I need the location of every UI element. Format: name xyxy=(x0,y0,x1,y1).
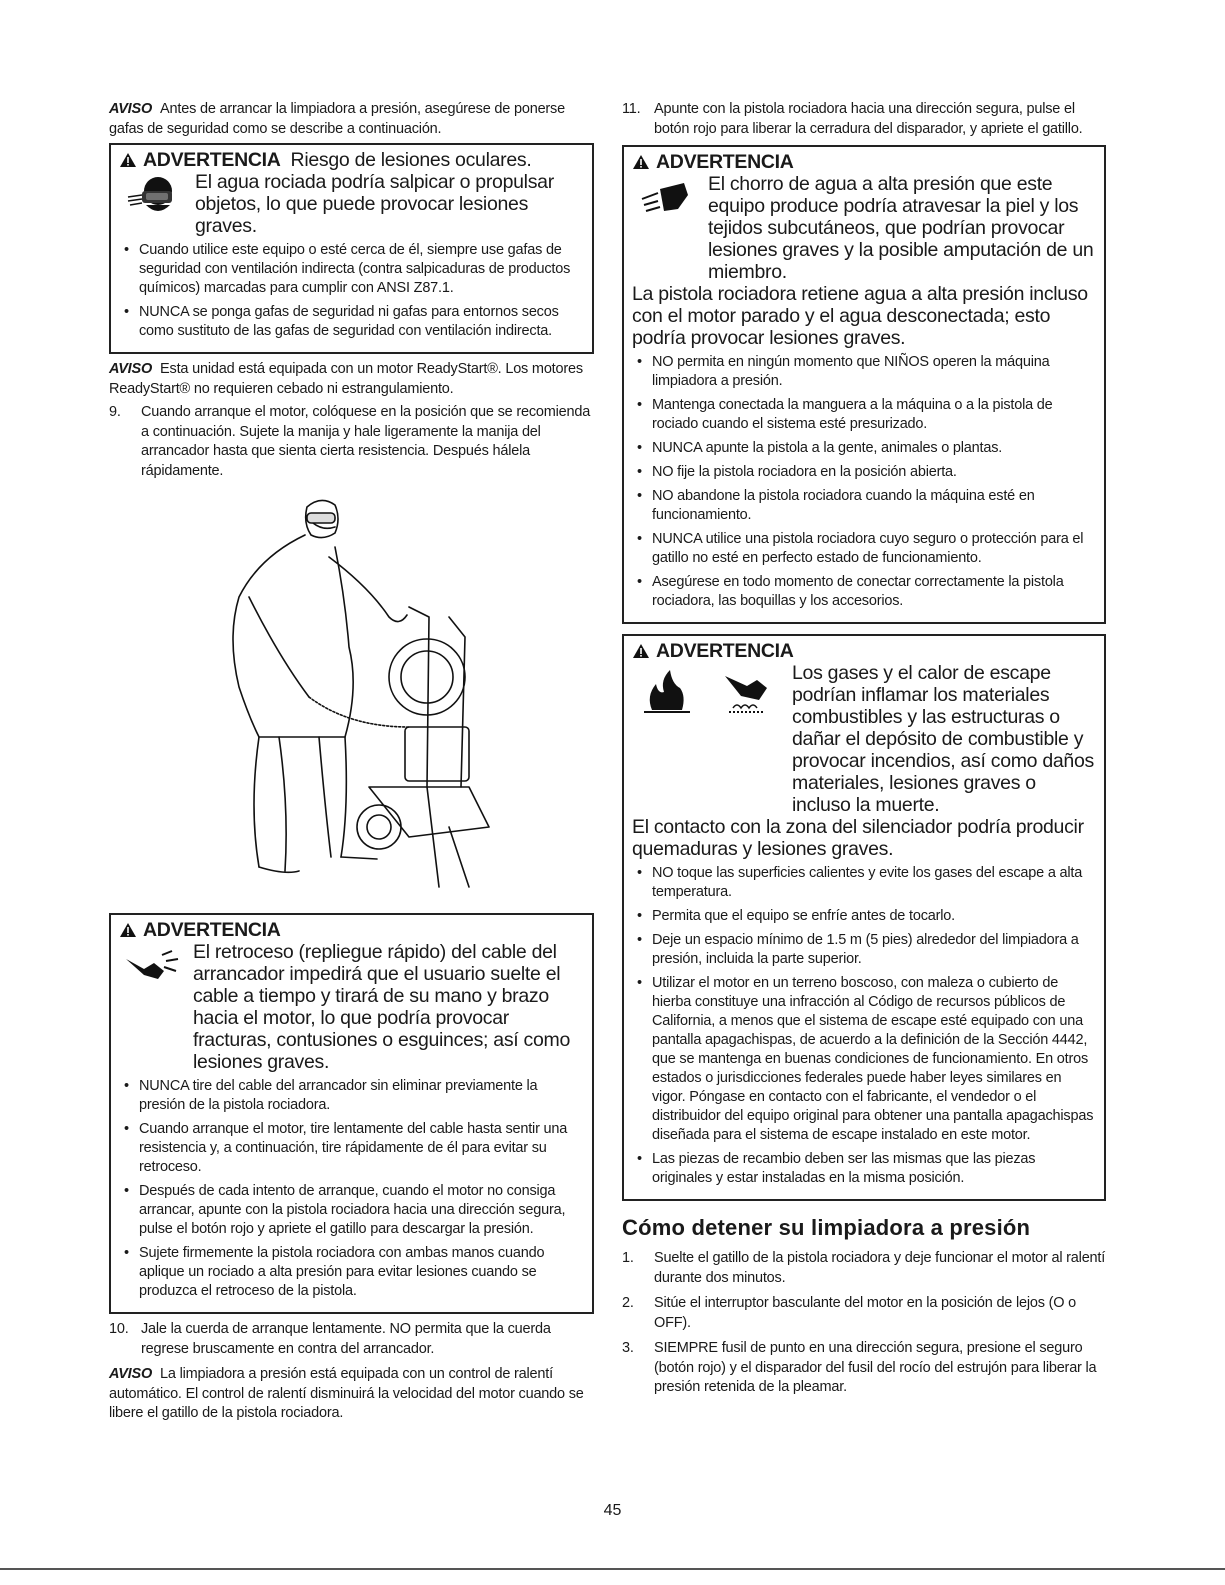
warning-exhaust-fire xyxy=(622,634,1106,1201)
step-11 xyxy=(622,100,1106,139)
warning-heading: Riesgo de lesiones oculares. xyxy=(290,149,532,171)
step-number: 3. xyxy=(622,1340,634,1356)
warning-heading: El chorro de agua a alta presión que este equipo produce podría atravesar la piel y los tejidos subcutáneos, que podrían provocar lesiones graves y la posible amputación de un miembro. xyxy=(708,173,1094,283)
step-text: SIEMPRE fusil de punto en una dirección segura, presione el seguro (botón rojo) y el disparador del fusil del rocío del estrujón para liberar la presión retenida de la pleamar. xyxy=(654,1340,1097,1395)
warning-body: El agua rociada podría salpicar o propulsar objetos, lo que puede provocar lesiones graves. xyxy=(195,171,554,237)
warning-header xyxy=(119,149,584,171)
kickback-hand-icon xyxy=(119,943,185,995)
warning-bullets xyxy=(632,864,1096,1188)
aviso-readystart xyxy=(109,360,594,399)
warning-kickback xyxy=(109,913,594,1314)
bullet-item: • Deje un espacio mínimo de 1.5 m (5 pies) alrededor del limpiadora a presión, incluida la parte superior. xyxy=(632,931,1096,969)
step-number: 10. xyxy=(109,1321,129,1337)
bullet-item: • NO fije la pistola rociadora en la posición abierta. xyxy=(632,463,1096,482)
warning-icon-row xyxy=(119,171,584,237)
warning-title: ADVERTENCIA xyxy=(656,640,794,662)
starting-position-illustration xyxy=(109,487,594,907)
bullet-item: • NO toque las superficies calientes y evite los gases del escape a alta temperatura. xyxy=(632,864,1096,902)
aviso-safety-glasses xyxy=(109,100,594,139)
bullet-item: • NO abandone la pistola rociadora cuando la máquina esté en funcionamiento. xyxy=(632,487,1096,525)
bullet-item: • Mantenga conectada la manguera a la máquina o a la pistola de rociado cuando el sistema esté presurizado. xyxy=(632,396,1096,434)
step-number: 1. xyxy=(622,1250,634,1266)
warning-header-wrap xyxy=(119,919,584,941)
aviso-text: Esta unidad está equipada con un motor ReadyStart®. Los motores ReadyStart® no requieren cebado ni estrangulamiento. xyxy=(109,361,583,397)
warning-icon-row xyxy=(119,919,584,941)
step-9 xyxy=(109,403,594,481)
warning-eye-injury xyxy=(109,143,594,354)
warning-header xyxy=(119,919,584,941)
step-number: 9. xyxy=(109,404,121,420)
warning-title: ADVERTENCIA xyxy=(656,151,794,173)
warning-triangle-icon xyxy=(632,154,650,170)
right-column xyxy=(622,100,1106,1404)
bullet-item: • NO permita en ningún momento que NIÑOS operen la máquina limpiadora a presión. xyxy=(632,353,1096,391)
stop-step-2 xyxy=(622,1294,1106,1333)
warning-heading: El retroceso (repliegue rápido) del cable del arrancador impedirá que el usuario suelte el cable a tiempo y tirará de su mano y brazo hacia el motor, lo que podría provocar fracturas, contusiones o esguinces; así como lesiones graves. xyxy=(193,941,571,1073)
step-text: Sitúe el interruptor basculante del motor en la posición de lejos (O o OFF). xyxy=(654,1295,1077,1331)
warning-paragraph: La pistola rociadora retiene agua a alta presión incluso con el motor parado y el agua desconectada; esto podría provocar lesiones graves. xyxy=(632,283,1088,349)
aviso-label: AVISO xyxy=(109,101,153,117)
warning-header xyxy=(632,640,1096,662)
left-column xyxy=(109,100,594,1428)
warning-body-row xyxy=(632,662,1096,816)
warning-title: ADVERTENCIA xyxy=(143,919,281,941)
warning-triangle-icon xyxy=(632,643,650,659)
warning-heading: Los gases y el calor de escape podrían inflamar los materiales combustibles y las estructuras o dañar el depósito de combustible y provocar incendios, así como daños materiales, lesiones graves o incluso la muerte. xyxy=(792,662,1094,816)
bullet-item: • NUNCA tire del cable del arrancador sin eliminar previamente la presión de la pistola rociadora. xyxy=(119,1077,584,1115)
aviso-text: La limpiadora a presión está equipada con un control de ralentí automático. El control de ralentí disminuirá la velocidad del motor cuando se libere el gatillo de la pistola rociadora. xyxy=(109,1366,584,1421)
warning-body-row xyxy=(119,941,584,1073)
man-pulling-starter-illustration xyxy=(109,487,594,907)
bullet-item: • Permita que el equipo se enfríe antes de tocarlo. xyxy=(632,907,1096,926)
aviso-label: AVISO xyxy=(109,1366,153,1382)
aviso-label: AVISO xyxy=(109,361,153,377)
bullet-item: • Las piezas de recambio deben ser las mismas que las piezas originales y estar instaladas en la misma posición. xyxy=(632,1150,1096,1188)
warning-paragraph: El contacto con la zona del silenciador podría producir quemaduras y lesiones graves. xyxy=(632,816,1084,860)
step-text: Cuando arranque el motor, colóquese en la posición que se recomienda a continuación. Sujete la manija y hale ligeramente la manija del arrancador hasta que sienta cierta resistencia. Después hálela rápidamente. xyxy=(141,404,591,479)
warning-bullets xyxy=(632,353,1096,611)
bullet-item: • Cuando utilice este equipo o esté cerca de él, siempre use gafas de seguridad con ventilación indirecta (contra salpicaduras de productos químicos) marcadas para cumplir con ANSI Z87.1. xyxy=(119,241,584,298)
skin-injection-icon xyxy=(632,173,698,225)
stop-step-3 xyxy=(622,1339,1106,1398)
bullet-item: • Después de cada intento de arranque, cuando el motor no consiga arrancar, apunte con la pistola rociadora hacia una dirección segura, pulse el botón rojo y apriete el gatillo para descargar la presión. xyxy=(119,1182,584,1239)
step-10 xyxy=(109,1320,594,1359)
bottom-divider xyxy=(0,1568,1225,1570)
page-number: 45 xyxy=(603,1502,622,1519)
warning-title: ADVERTENCIA xyxy=(143,149,281,171)
step-text: Jale la cuerda de arranque lentamente. NO permita que la cuerda regrese bruscamente en contra del arrancador. xyxy=(141,1321,551,1357)
hot-surface-icon xyxy=(712,662,782,718)
bullet-item: • NUNCA apunte la pistola a la gente, animales o plantas. xyxy=(632,439,1096,458)
bullet-item: • Sujete firmemente la pistola rociadora con ambas manos cuando aplique un rociado a alta presión para evitar lesiones cuando se produzca el retroceso de la pistola. xyxy=(119,1244,584,1301)
warning-bullets xyxy=(119,1077,584,1301)
step-number: 2. xyxy=(622,1295,634,1311)
stop-step-1 xyxy=(622,1249,1106,1288)
bullet-item: • NUNCA utilice una pistola rociadora cuyo seguro o protección para el gatillo no esté en perfecto estado de funcionamiento. xyxy=(632,530,1096,568)
warning-triangle-icon xyxy=(119,152,137,168)
warning-body-row xyxy=(632,173,1096,283)
warning-header xyxy=(632,151,1096,173)
bullet-item: • NUNCA se ponga gafas de seguridad ni gafas para entornos secos como sustituto de las gafas de seguridad con ventilación indirecta. xyxy=(119,303,584,341)
warning-high-pressure xyxy=(622,145,1106,624)
step-text: Suelte el gatillo de la pistola rociadora y deje funcionar el motor al ralentí durante dos minutos. xyxy=(654,1250,1106,1286)
bullet-item: • Asegúrese en todo momento de conectar correctamente la pistola rociadora, las boquillas y los accesorios. xyxy=(632,573,1096,611)
fire-icon xyxy=(632,662,702,718)
aviso-text: Antes de arrancar la limpiadora a presión, asegúrese de ponerse gafas de seguridad como se describe a continuación. xyxy=(109,101,565,137)
step-text: Apunte con la pistola rociadora hacia una dirección segura, pulse el botón rojo para liberar la cerradura del disparador, y apriete el gatillo. xyxy=(654,101,1083,137)
warning-triangle-icon xyxy=(119,922,137,938)
section-title: Cómo detener su limpiadora a presión xyxy=(622,1215,1031,1240)
bullet-item: • Cuando arranque el motor, tire lentamente del cable hasta sentir una resistencia y, a continuación, tire rápidamente de él para evitar su retroceso. xyxy=(119,1120,584,1177)
aviso-auto-idle xyxy=(109,1365,594,1424)
eye-spray-icon xyxy=(119,171,185,219)
step-number: 11. xyxy=(622,101,641,117)
bullet-item: • Utilizar el motor en un terreno boscoso, con maleza o cubierto de hierba constituye una infracción al Código de recursos públicos de California, a menos que el sistema de escape esté equipado con una pantalla apagachispas, de acuerdo a la definición de la Sección 4442, que se mantenga en buenas condiciones de funcionamiento. En otros estados o jurisdicciones federales puede haber leyes similares en vigor. Póngase en contacto con el fabricante, el vendedor o el distribuidor del equipo original para obtener una pantalla apagachispas diseñada para el sistema de escape instalado en este motor. xyxy=(632,974,1096,1145)
warning-bullets xyxy=(119,241,584,341)
